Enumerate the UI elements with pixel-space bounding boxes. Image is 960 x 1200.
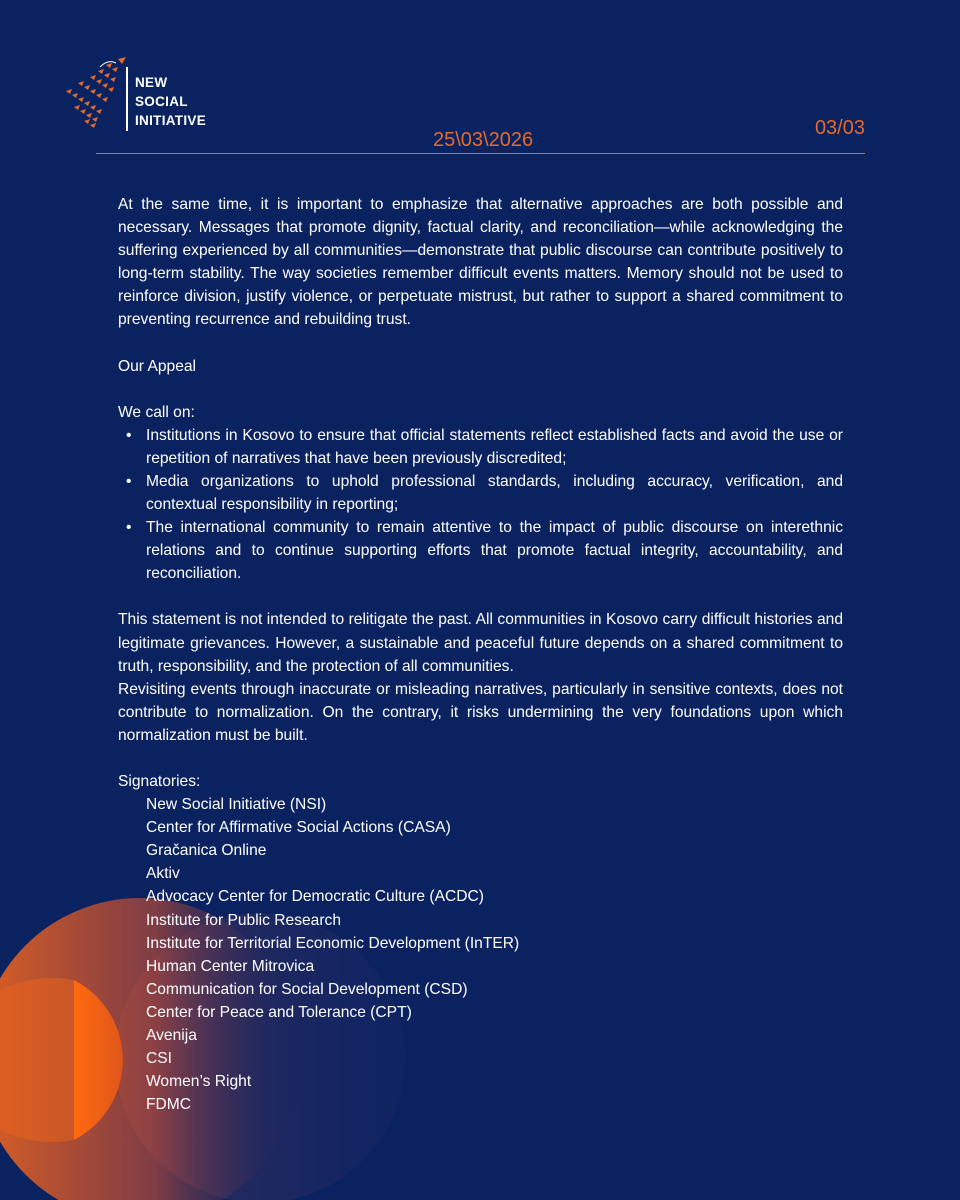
document-date: 25\03\2026 bbox=[433, 129, 534, 151]
logo-wordmark bbox=[135, 73, 206, 130]
closing-paragraph-2: Revisiting events through inaccurate or misleading narratives, particularly in sensitive contexts, does not contribute to normalization. On the contrary, it risks undermining the very foundations upon which normalization must be built. bbox=[118, 680, 843, 744]
appeal-item: • Media organizations to uphold professional standards, including accuracy, verification, and contextual responsibility in reporting; bbox=[146, 470, 843, 516]
signatory: Human Center Mitrovica bbox=[146, 957, 315, 975]
signatory: Gračanica Online bbox=[146, 842, 267, 860]
logo-divider bbox=[126, 67, 128, 131]
signatory: CSI bbox=[146, 1050, 172, 1068]
appeal-heading: Our Appeal bbox=[118, 357, 197, 375]
call-intro: We call on: bbox=[118, 403, 195, 421]
signatory: FDMC bbox=[146, 1096, 192, 1114]
signatory: Communication for Social Development (CSD) bbox=[146, 980, 468, 998]
appeal-item: • Institutions in Kosovo to ensure that official statements reflect established facts and avoid the use or repetition of narratives that have been previously discredited; bbox=[146, 424, 843, 470]
signatory: Advocacy Center for Democratic Culture (ACDC) bbox=[146, 888, 484, 906]
signatory: Aktiv bbox=[146, 865, 180, 883]
logo-line-2: SOCIAL bbox=[135, 94, 188, 109]
arc-left-edge bbox=[0, 978, 74, 1142]
signatory: Institute for Territorial Economic Development (InTER) bbox=[146, 934, 520, 952]
appeal-item: • The international community to remain attentive to the impact of public discourse on interethnic relations and to continue supporting efforts that promote factual integrity, accountability, and reconciliation. bbox=[146, 516, 843, 585]
signatory: New Social Initiative (NSI) bbox=[146, 796, 327, 814]
signatories-list bbox=[118, 793, 843, 1116]
appeal-list bbox=[118, 424, 843, 586]
signatory: Women’s Right bbox=[146, 1073, 252, 1091]
page-header bbox=[60, 55, 865, 155]
signatory: Center for Peace and Tolerance (CPT) bbox=[146, 1003, 412, 1021]
signatories-heading: Signatories: bbox=[118, 772, 201, 790]
document-body bbox=[118, 193, 843, 1116]
intro-paragraph: At the same time, it is important to emphasize that alternative approaches are both possible and necessary. Messages that promote dignity, factual clarity, and reconciliation—while acknowledging the suffering experienced by all communities—demonstrate that public discourse can contribute positively to long-term stability. The way societies remember difficult events matters. Memory should not be used to reinforce division, justify violence, or perpetuate mistrust, but rather to support a shared commitment to preventing recurrence and rebuilding trust. bbox=[118, 196, 843, 329]
logo-line-1: NEW bbox=[135, 75, 168, 90]
page-number: 03/03 bbox=[814, 117, 865, 139]
nsi-logo-icon bbox=[60, 55, 130, 131]
logo-line-3: INITIATIVE bbox=[135, 113, 207, 128]
signatory: Center for Affirmative Social Actions (CASA) bbox=[146, 819, 451, 837]
header-rule bbox=[96, 153, 865, 154]
closing-paragraph-1: This statement is not intended to relitigate the past. All communities in Kosovo carry difficult histories and legitimate grievances. However, a sustainable and peaceful future depends on a shared commitment to truth, responsibility, and the protection of all communities. bbox=[118, 611, 843, 675]
signatory: Institute for Public Research bbox=[146, 911, 342, 929]
signatory: Avenija bbox=[146, 1027, 197, 1044]
